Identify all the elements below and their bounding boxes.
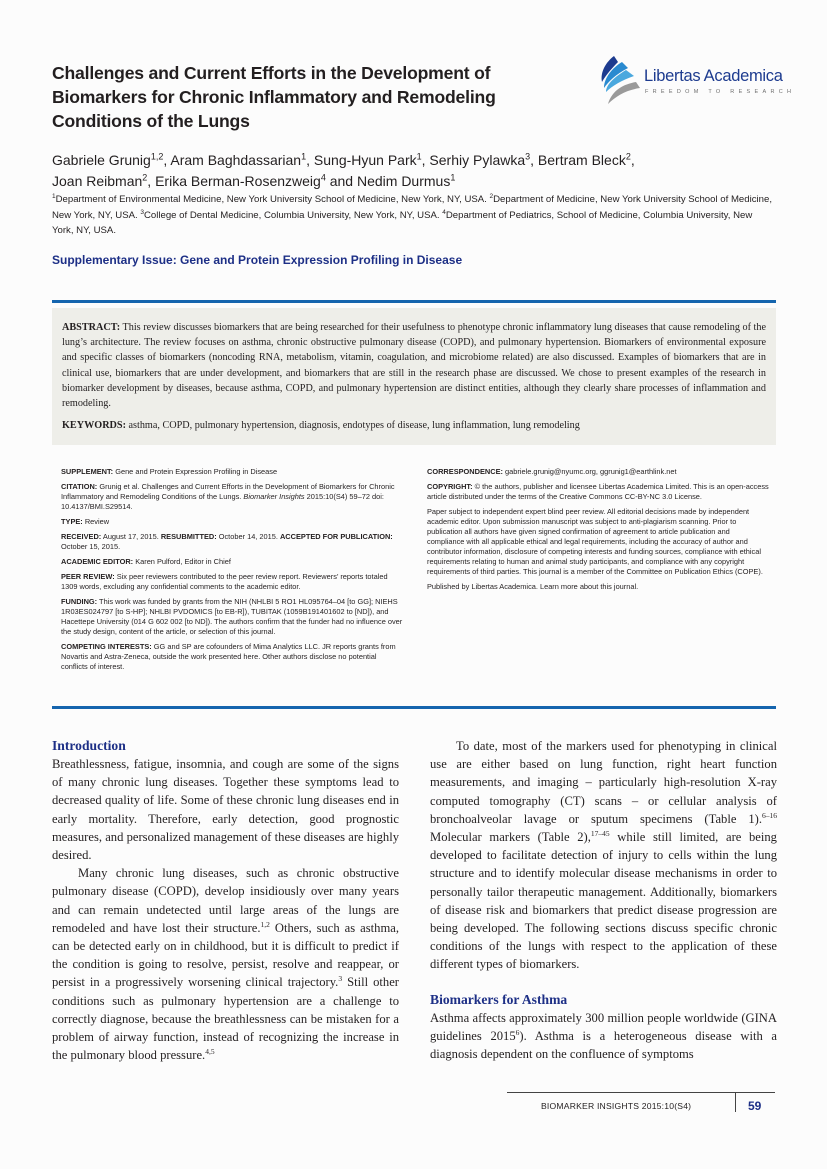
- supplement: SUPPLEMENT: Gene and Protein Expression Profiling in Disease: [61, 467, 278, 476]
- author: Nedim Durmus$^1$: [356, 172, 456, 189]
- paragraph: Many chronic lung diseases, such as chronic obstructive pulmonary disease (COPD), develop insidiously over many years and can remain undetected until large areas of the lungs are remodeled and have lost their structure.$^{1,2}$ Others, such as asthma, can be detected early on in childhood, but it is difficult to predict if the condition is going to resolve, persist, resolve and reappear, or persist in a progressively worsening clinical trajectory.$^3$ Still other conditions such as pulmonary hypertension are a challenge to correctly diagnose, because the breathlessness can be mistaken for a problem of airway function, instead of recognizing the increase in the pulmonary blood pressure.$^{4,5}$: [52, 866, 399, 1063]
- author: Gabriele Grunig$^{1,2}$,: [52, 151, 171, 168]
- article-title: Challenges and Current Efforts in the Development of Biomarkers for Chronic Inflammatory and Remodeling Conditions of the Lungs: [52, 63, 496, 131]
- body-column-left: [52, 737, 399, 1064]
- affiliations: $^1$Department of Environmental Medicine, New York University School of Medicine, New York, NY, USA. $^2$Department of Medicine, New York University School of Medicine, New York, NY, USA. $^3$College of Dental Medicine, Columbia University, New York, NY, USA. $^4$Department of Pediatrics, School of Medicine, Columbia University, New York, NY, USA.: [52, 192, 773, 236]
- publisher-tagline: FREEDOM TO RESEARCH: [645, 89, 796, 95]
- competing-interests: COMPETING INTERESTS: GG and SP are cofounders of Mima Analytics LLC. JR reports grants from Novartis and Astra-Zeneca, outside the work presented here. Other authors disclose no potential conflicts of interest.: [61, 642, 396, 671]
- keywords: [62, 418, 766, 433]
- reference-link[interactable]: 17–45: [590, 828, 610, 838]
- citation: CITATION: Grunig et al. Challenges and Current Efforts in the Development of Biomarkers for Chronic Inflammatory and Remodeling Conditions of the Lungs. Biomarker Insights 2015:10(S4) 59–72 doi: 10.4137/BMI.S29514.: [61, 482, 395, 511]
- keywords-text: asthma, COPD, pulmonary hypertension, diagnosis, endotypes of disease, lung inflammation, lung remodeling: [128, 420, 580, 432]
- supplementary-issue: Supplementary Issue: Gene and Protein Expression Profiling in Disease: [52, 253, 463, 267]
- author: Joan Reibman$^2$,: [52, 172, 156, 189]
- divider: [52, 300, 776, 303]
- received-dates: RECEIVED: August 17, 2015. RESUBMITTED: October 14, 2015. ACCEPTED FOR PUBLICATION: October 15, 2015.: [61, 532, 393, 551]
- reference-link[interactable]: 4,5: [205, 1047, 215, 1057]
- publisher-logo[interactable]: [596, 52, 796, 108]
- paragraph: Breathlessness, fatigue, insomnia, and cough are some of the signs of many chronic lung diseases. Together these symptoms lead to decreased quality of life. Some of these chronic lung diseases end in early mortality. Therefore, early detection, good prognostic measures, and personalized management of these diseases are highly desired.: [52, 757, 399, 863]
- page-number: 59: [748, 1099, 762, 1113]
- reference-link[interactable]: 6: [515, 1027, 520, 1037]
- section-heading-introduction: Introduction: [52, 738, 126, 753]
- peer-review-note: Paper subject to independent expert blind peer review. All editorial decisions made by independent academic editor. Upon submission manuscript was subject to anti-plagiarism scanning. Prior to publication all authors have given signed confirmation of agreement to article publication and compliance with all applicable ethical and legal requirements, including the accuracy of author and contributor information, disclosure of competing interests and funding sources, compliance with ethical requirements relating to human and animal study participants, and compliance with any copyright requirements of third parties. This journal is a member of the Committee on Publication Ethics (COPE).: [427, 507, 763, 576]
- divider: [52, 706, 776, 709]
- author: Bertram Bleck$^2$,: [537, 151, 635, 168]
- abstract-text: This review discusses biomarkers that are being researched for their usefulness to phenotype chronic inflammatory lung diseases that cause remodeling of the lung’s architecture. The review focuses on asthma, chronic obstructive pulmonary disease (COPD), and pulmonary hypertension. Biomarkers of environmental exposure and specific classes of biomarkers (noncoding RNA, metabolism, vitamin, coagulation, and microbiome related) are also discussed. Examples of biomarkers that are in clinical use, biomarkers that are under development, and biomarkers that are still in the research phase are discussed. We chose to present examples of the research in biomarker development by diseases, because asthma, COPD, and pulmonary hypertension are distinct entities, although they clearly share processes of inflammation and remodeling.: [62, 322, 766, 410]
- abstract: [62, 320, 766, 411]
- paragraph: To date, most of the markers used for phenotyping in clinical use are either based on lung function, right heart function measurements, and imaging – particularly high-resolution X-ray computed tomography (CT) scans – or cellular analysis of bronchoalveolar lavage or sputum specimens (Table 1).$^{6-16}$ Molecular markers (Table 2),$^{17-45}$ while still limited, are being developed to facilitate detection of injury to cells within the lung structure and to identify molecular disease mechanisms in order to personally tailor therapeutic management. Additionally, biomarkers of disease risk and biomarkers that predict disease progression are being developed. The following sections discuss specific chronic conditions of the lungs with respect to the application of these different types of biomarkers.: [430, 739, 777, 972]
- body-column-right: [430, 737, 777, 1063]
- published-by-link[interactable]: Published by Libertas Academica. Learn more about this journal.: [427, 582, 639, 591]
- hands-logo-icon: [596, 52, 642, 108]
- journal-footer: BIOMARKER INSIGHTS 2015:10(S4): [541, 1101, 692, 1111]
- author: Sung-Hyun Park$^1$,: [313, 151, 430, 168]
- peer-review: PEER REVIEW: Six peer reviewers contributed to the peer review report. Reviewers’ reports totaled 1309 words, excluding any confidential comments to the academic editor.: [61, 572, 388, 591]
- copyright: COPYRIGHT: © the authors, publisher and licensee Libertas Academica Limited. This is an open-access article distributed under the terms of the Creative Commons CC-BY-NC 3.0 License.: [427, 482, 769, 501]
- footer-divider: [735, 1092, 736, 1112]
- reference-link[interactable]: 6–16: [762, 810, 777, 820]
- article-type: TYPE: Review: [61, 517, 110, 526]
- paragraph: Asthma affects approximately 300 million people worldwide (GINA guidelines 2015$^6$). Asthma is a heterogeneous disease with a diagnosis dependent on the confluence of symptoms: [430, 1010, 778, 1062]
- author-list: [52, 150, 772, 192]
- author: Erika Berman-Rosenzweig$^4$ and: [155, 172, 357, 189]
- correspondence-emails[interactable]: gabriele.grunig@nyumc.org, ggrunig1@earthlink.net: [502, 467, 677, 476]
- funding: FUNDING: This work was funded by grants from the NIH (NHLBI 5 RO1 HL095764–04 [to GG]; NIEHS 1R03ES024797 [to S-HP]; NHLBI PVDOMICS [to EB-R]), TUBITAK (1059B191401602 to [ND]), and Hacettepe University (014 G 602 002 [to ND]). The authors confirm that the funder had no influence over the study design, content of the article, or selection of this journal.: [61, 597, 403, 636]
- abstract-box: [52, 308, 776, 445]
- section-heading-asthma: Biomarkers for Asthma: [430, 991, 568, 1007]
- author: Aram Baghdassarian$^1$,: [170, 151, 314, 168]
- academic-editor: ACADEMIC EDITOR: Karen Pulford, Editor in Chief: [61, 557, 231, 566]
- reference-link[interactable]: 3: [338, 974, 343, 984]
- article-metadata-left: [61, 467, 403, 677]
- reference-link[interactable]: 1,2: [260, 919, 270, 929]
- abstract-label: ABSTRACT:: [62, 322, 121, 333]
- keywords-label: KEYWORDS:: [62, 420, 126, 432]
- correspondence: CORRESPONDENCE: gabriele.grunig@nyumc.org, ggrunig1@earthlink.net: [427, 467, 677, 476]
- publisher-name: Libertas Academica: [644, 67, 783, 85]
- article-metadata-right: [427, 467, 769, 597]
- author: Serhiy Pylawka$^3$,: [429, 151, 538, 168]
